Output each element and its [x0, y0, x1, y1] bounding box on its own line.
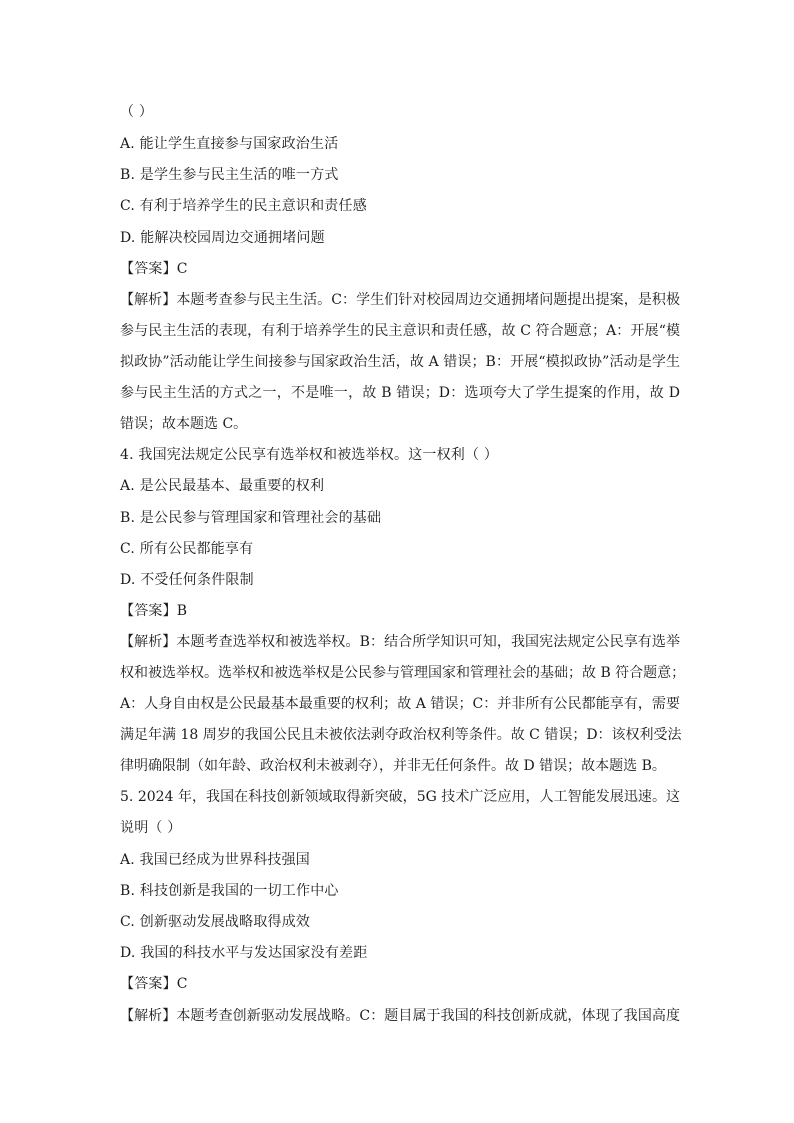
- q5-stem-line: 说明（ ）: [120, 820, 182, 836]
- q3-option-c: C. 有利于培养学生的民主意识和责任感: [120, 198, 367, 214]
- q4-analysis-line: 权和被选举权。选举权和被选举权是公民参与管理国家和管理社会的基础；故 B 符合题意；: [120, 665, 686, 681]
- q3-analysis-line: 拟政协”活动能让学生间接参与国家政治生活，故 A 错误；B：开展“模拟政协”活动是学生: [120, 354, 680, 370]
- q3-option-a: A. 能让学生直接参与国家政治生活: [120, 136, 339, 152]
- q4-answer: 【答案】B: [120, 603, 188, 619]
- q5-analysis-line: 【解析】本题考查创新驱动发展战略。C：题目属于我国的科技创新成就，体现了我国高度: [120, 1008, 680, 1024]
- q3-answer: 【答案】C: [120, 261, 188, 277]
- q3-analysis-line: 错误；故本题选 C。: [120, 416, 248, 432]
- q4-option-b: B. 是公民参与管理国家和管理社会的基础: [120, 510, 382, 526]
- q5-answer: 【答案】C: [120, 976, 188, 992]
- q5-option-a: A. 我国已经成为世界科技强国: [120, 852, 311, 868]
- q4-stem: 4. 我国宪法规定公民享有选举权和被选举权。这一权利（ ）: [120, 447, 499, 463]
- q3-option-d: D. 能解决校园周边交通拥堵问题: [120, 230, 325, 246]
- q5-option-d: D. 我国的科技水平与发达国家没有差距: [120, 945, 368, 961]
- q4-option-a: A. 是公民最基本、最重要的权利: [120, 478, 325, 494]
- q4-analysis-line: A：人身自由权是公民最基本最重要的权利；故 A 错误；C：并非所有公民都能享有，需要: [120, 696, 680, 712]
- q4-analysis-line: 满足年满 18 周岁的我国公民且未被依法剥夺政治权利等条件。故 C 错误；D：该权利受法: [120, 727, 682, 743]
- q4-option-d: D. 不受任何条件限制: [120, 572, 254, 588]
- q5-option-b: B. 科技创新是我国的一切工作中心: [120, 883, 339, 899]
- q3-analysis-line: 参与民主生活的方式之一，不是唯一，故 B 错误；D：选项夸大了学生提案的作用，故 D: [120, 385, 680, 401]
- q3-stem-tail: （ ）: [120, 104, 154, 120]
- q4-option-c: C. 所有公民都能享有: [120, 541, 254, 557]
- q5-stem-line: 5. 2024 年，我国在科技创新领域取得新突破，5G 技术广泛应用，人工智能发展迅速。这: [120, 789, 680, 805]
- q4-analysis-line: 律明确限制（如年龄、政治权利未被剥夺），并非无任何条件。故 D 错误；故本题选 B。: [120, 758, 666, 774]
- q3-option-b: B. 是学生参与民主生活的唯一方式: [120, 167, 339, 183]
- q4-analysis-line: 【解析】本题考查选举权和被选举权。B：结合所学知识可知，我国宪法规定公民享有选举: [120, 634, 680, 650]
- q3-analysis-line: 参与民主生活的表现，有利于培养学生的民主意识和责任感，故 C 符合题意；A：开展“模: [120, 323, 680, 339]
- q5-option-c: C. 创新驱动发展战略取得成效: [120, 914, 311, 930]
- q3-analysis-line: 【解析】本题考查参与民主生活。C：学生们针对校园周边交通拥堵问题提出提案，是积极: [120, 292, 680, 308]
